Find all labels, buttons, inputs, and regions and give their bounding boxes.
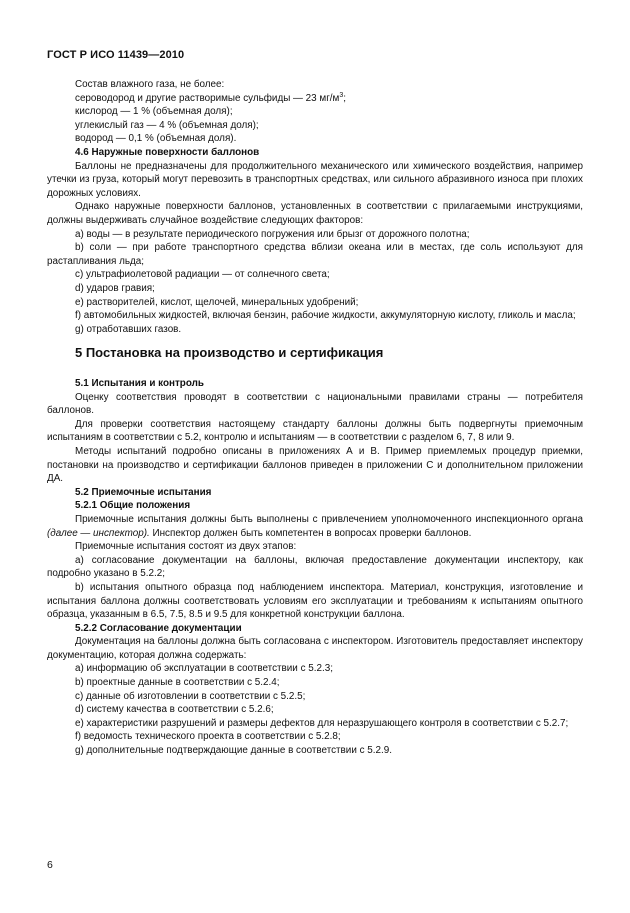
heading-4-6: 4.6 Наружные поверхности баллонов <box>75 146 260 158</box>
section-5-title: 5 Постановка на производство и сертификация <box>75 345 384 360</box>
wet-gas-item: водород — 0,1 % (объемная доля). <box>75 133 237 145</box>
wet-gas-intro: Состав влажного газа, не более: <box>75 79 225 90</box>
heading-5-2: 5.2 Приемочные испытания <box>75 486 212 498</box>
page-number: 6 <box>47 859 53 871</box>
wet-gas-item: углекислый газ — 4 % (объемная доля); <box>75 119 259 131</box>
s51-paragraph: Оценку соответствия проводят в соответствии с национальными правилами страны — потребителя баллонов. <box>47 391 583 417</box>
s522-paragraph: Документация на баллоны должна быть согласована с инспектором. Изготовитель предоставляет инспектору документацию, которая должна содержать: <box>47 636 583 661</box>
section-5-body <box>47 377 583 758</box>
s522-list-item: а) информацию об эксплуатации в соответствии с 5.2.3; <box>75 663 333 675</box>
heading-5-1: 5.1 Испытания и контроль <box>75 378 204 389</box>
s522-list-item: b) проектные данные в соответствии с 5.2.4; <box>75 677 280 689</box>
wet-gas-item: кислород — 1 % (объемная доля); <box>75 106 233 118</box>
s46-paragraph: Баллоны не предназначены для продолжительного механического или химического воздействия, например утечки из груза, который могут перевозить в транспортных средствах, или сильного абразивного износа при плохих дорожных условиях. <box>47 160 583 199</box>
s46-list-item: g) отработавших газов. <box>75 323 182 335</box>
s46-paragraph: Однако наружные поверхности баллонов, установленных в соответствии с прилагаемыми инструкциями, должны выдерживать случайное воздействие следующих факторов: <box>47 201 583 226</box>
s522-list-item: е) характеристики разрушений и размеры дефектов для неразрушающего контроля в соответствии с 5.2.7; <box>75 717 569 729</box>
s46-list-item: е) растворителей, кислот, щелочей, минеральных удобрений; <box>75 296 359 308</box>
s522-list-item: с) данные об изготовлении в соответствии с 5.2.5; <box>75 690 306 702</box>
s46-list-item: f) автомобильных жидкостей, включая бензин, рабочие жидкости, аккумуляторную кислоту, гликоль и масла; <box>75 310 576 322</box>
section-4-5-tail-and-4-6 <box>47 78 583 336</box>
wet-gas-h2s: сероводород и другие растворимые сульфиды — 23 $мг/м^3$; <box>75 91 346 104</box>
s46-list-item: b) соли — при работе транспортного средства вблизи океана или в местах, где соль используют для растапливания льда; <box>47 242 583 267</box>
s46-list-item: с) ультрафиолетовой радиации — от солнечного света; <box>75 269 330 281</box>
heading-5-2-2: 5.2.2 Согласование документации <box>75 622 242 634</box>
s522-list-item: g) дополнительные подтверждающие данные в соответствии с 5.2.9. <box>75 745 392 757</box>
s46-list-item: а) воды — в результате периодического погружения или брызг от дорожного полотна; <box>75 228 470 240</box>
s521-list-item: а) согласование документации на баллоны, включая предоставление документации инспектору, как подробно указано в 5.2.2; <box>47 554 583 580</box>
s51-paragraph: Методы испытаний подробно описаны в приложениях А и В. Пример приемлемых процедур приемки, постановки на производство и сертификации баллонов приведен в приложении С и дополнительном приложении ДА. <box>47 445 583 485</box>
s522-list-item: f) ведомость технического проекта в соответствии с 5.2.8; <box>75 731 341 743</box>
s521-paragraph: Приемочные испытания должны быть выполнены с привлечением уполномоченного инспекционного органа (далее — инспектор). Инспектор должен быть компетентен в вопросах проверки баллонов. <box>47 513 583 539</box>
s51-paragraph: Для проверки соответствия настоящему стандарту баллоны должны быть подвергнуты приемочным испытаниям в соответствии с 5.2, контролю и испытаниям — в соответствии с разделом 6, 7, 8 или 9. <box>47 418 583 444</box>
s521-paragraph: Приемочные испытания состоят из двух этапов: <box>75 541 297 553</box>
s521-list-item: b) испытания опытного образца под наблюдением инспектора. Материал, конструкция, изготовление и испытания баллона должны соответствовать условиям его эксплуатации и требованиям к испытаниям опытного образца, указанным в 6.5, 7.5, 8.5 и 9.5 для конкретной конструкции баллона. <box>47 581 583 621</box>
document-header: ГОСТ Р ИСО 11439—2010 <box>47 49 185 61</box>
heading-5-2-1: 5.2.1 Общие положения <box>75 500 191 512</box>
s522-list-item: d) систему качества в соответствии с 5.2.6; <box>75 704 274 716</box>
s46-list-item: d) ударов гравия; <box>75 282 155 294</box>
